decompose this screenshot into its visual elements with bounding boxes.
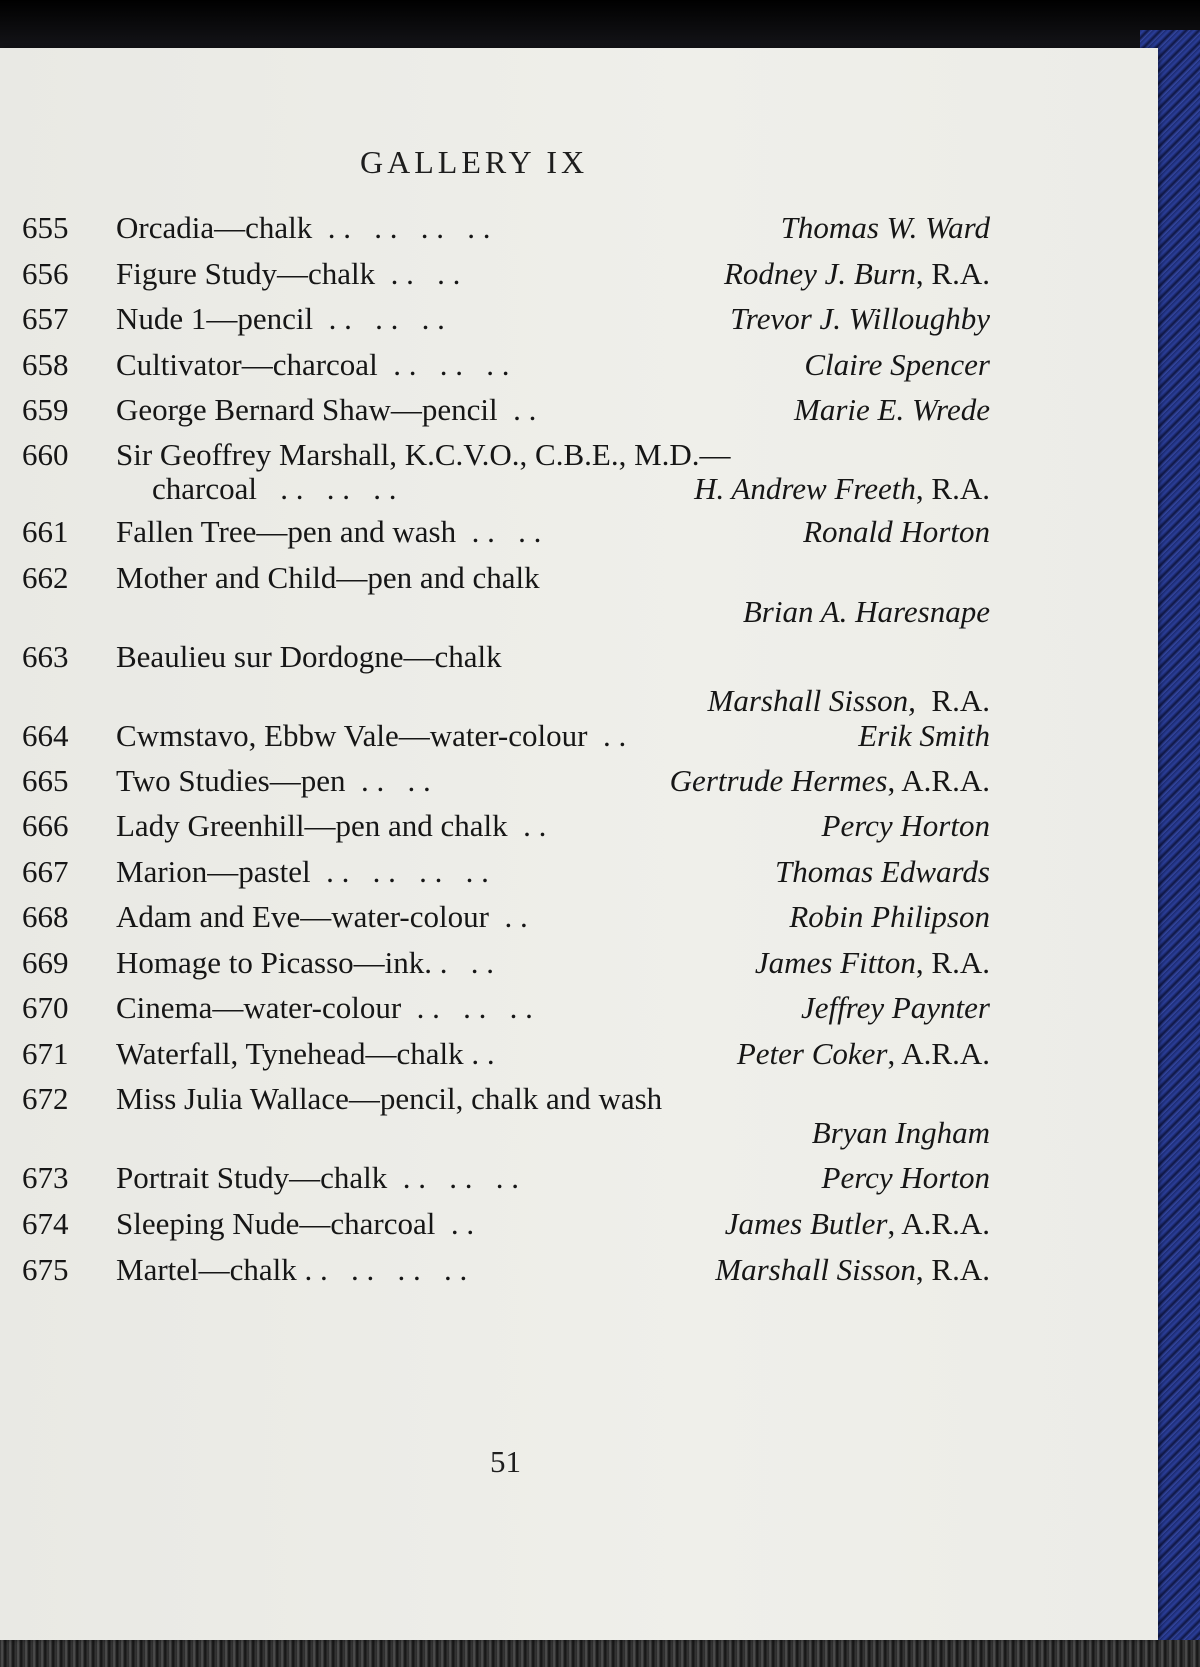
- entry-title: [116, 897, 528, 937]
- artist-rank: , A.R.A.: [887, 1036, 990, 1071]
- leader-dots: . .: [507, 808, 547, 843]
- leader-dots: . . . . . .: [377, 347, 510, 382]
- entry-artist: [804, 345, 990, 385]
- entry-title: [116, 299, 445, 339]
- entry-artist: [730, 299, 990, 339]
- catalogue-entry: [0, 637, 1000, 718]
- artist-name: Bryan Ingham: [811, 1115, 990, 1150]
- artist-name: Percy Horton: [821, 1160, 990, 1195]
- entry-title-text: George Bernard Shaw—pencil: [116, 392, 498, 427]
- entry-number: 669: [22, 945, 69, 980]
- catalogue-page: [0, 48, 1158, 1640]
- artist-rank: , A.R.A.: [887, 763, 990, 798]
- entry-title: [116, 716, 626, 756]
- entry-number: 663: [22, 639, 69, 674]
- leader-dots: . . . .: [345, 763, 431, 798]
- catalogue-entry: [0, 299, 1000, 339]
- entry-number: 670: [22, 990, 69, 1025]
- artist-name: James Fitton: [754, 945, 916, 980]
- entry-number: 656: [22, 256, 69, 291]
- entry-number: 664: [22, 718, 69, 753]
- entry-artist: [794, 390, 990, 430]
- artist-name: Erik Smith: [858, 718, 990, 753]
- entry-artist: [801, 988, 990, 1028]
- entry-title: [116, 943, 494, 983]
- entry-artist: [822, 806, 990, 846]
- catalogue-entry: [0, 208, 1000, 248]
- artist-name: Claire Spencer: [804, 347, 990, 382]
- entry-title: [116, 637, 502, 677]
- entry-title-text: Martel—chalk: [116, 1252, 297, 1287]
- artist-name: Trevor J. Willoughby: [730, 301, 990, 336]
- artist-name: Marie E. Wrede: [794, 392, 990, 427]
- artist-name: James Butler: [724, 1206, 888, 1241]
- entry-artist: [694, 469, 990, 509]
- entry-title-text: Sleeping Nude—charcoal: [116, 1206, 436, 1241]
- entry-number: 675: [22, 1252, 69, 1287]
- entry-title-text: Orcadia—chalk: [116, 210, 313, 245]
- artist-rank: , R.A.: [915, 945, 990, 980]
- entry-title-text: Fallen Tree—pen and wash: [116, 514, 457, 549]
- artist-name: Percy Horton: [821, 808, 990, 843]
- entry-artist: [822, 1158, 990, 1198]
- entry-title: [116, 1204, 474, 1244]
- catalogue-entry: [0, 1158, 1000, 1198]
- gallery-title: GALLERY IX: [360, 144, 589, 180]
- entry-number: 666: [22, 808, 69, 843]
- catalogue-entry: [0, 897, 1000, 937]
- leader-dots: . .: [463, 1036, 495, 1071]
- leader-dots: . .: [587, 718, 627, 753]
- entry-number: 668: [22, 899, 69, 934]
- entry-title-text: Homage to Picasso—ink: [116, 945, 425, 980]
- artist-name: Jeffrey Paynter: [800, 990, 990, 1025]
- entry-number: 657: [22, 301, 69, 336]
- entry-title-text: Lady Greenhill—pen and chalk: [116, 808, 508, 843]
- artist-rank: , R.A.: [915, 256, 990, 291]
- entry-artist: [858, 716, 990, 756]
- artist-name: Rodney J. Burn: [723, 256, 916, 291]
- leader-dots: . . . .: [424, 945, 494, 980]
- entry-title-text: Beaulieu sur Dordogne—chalk: [116, 639, 502, 674]
- entry-artist: [789, 897, 990, 937]
- entry-number: 671: [22, 1036, 69, 1071]
- entry-title: [116, 761, 431, 801]
- artist-name: H. Andrew Freeth: [694, 471, 916, 506]
- artist-rank: , R.A.: [915, 471, 990, 506]
- entry-number: 660: [22, 437, 69, 472]
- catalogue-entry: [0, 1250, 1000, 1290]
- artist-name: Peter Coker: [736, 1036, 888, 1071]
- entry-title-text: Adam and Eve—water-colour: [116, 899, 489, 934]
- catalogue-entry: [0, 806, 1000, 846]
- page-number: 51: [490, 1444, 521, 1479]
- entry-number: 665: [22, 763, 69, 798]
- entry-title: [116, 208, 490, 248]
- entry-title-text: Cinema—water-colour: [116, 990, 402, 1025]
- entry-number: 658: [22, 347, 69, 382]
- entry-title-text: Mother and Child—pen and chalk: [116, 560, 540, 595]
- entry-number: 661: [22, 514, 69, 549]
- entry-artist: [737, 1034, 990, 1074]
- entry-title: [116, 1079, 662, 1119]
- artist-name: Gertrude Hermes: [669, 763, 888, 798]
- entry-artist: [670, 761, 990, 801]
- entry-number: 674: [22, 1206, 69, 1241]
- entry-artist: [755, 943, 990, 983]
- catalogue-entry: [0, 1204, 1000, 1244]
- artist-name: Robin Philipson: [789, 899, 990, 934]
- entry-title-text: Cwmstavo, Ebbw Vale—water-colour: [116, 718, 588, 753]
- entry-title: [116, 512, 541, 552]
- entry-artist: [725, 1204, 990, 1244]
- entry-title: [116, 345, 509, 385]
- entry-artist: [812, 1113, 990, 1153]
- entry-title: [116, 558, 540, 598]
- artist-name: Marshall Sisson: [715, 1252, 916, 1287]
- catalogue-entry: [0, 435, 1000, 506]
- entry-number: 655: [22, 210, 69, 245]
- leader-dots: . .: [435, 1206, 475, 1241]
- artist-rank: R.A.: [915, 683, 990, 718]
- artist-name: Ronald Horton: [803, 514, 990, 549]
- entry-title-text: Miss Julia Wallace—pencil, chalk and wash: [116, 1081, 663, 1116]
- leader-dots: . . . . . .: [387, 1160, 519, 1195]
- artist-name: Thomas Edwards: [774, 854, 990, 889]
- bottom-background: [0, 1640, 1200, 1667]
- entry-title-text: Two Studies—pen: [116, 763, 346, 798]
- entry-title: [116, 254, 460, 294]
- leader-dots: . .: [497, 392, 537, 427]
- leader-dots: . . . . . . . .: [310, 854, 489, 889]
- leader-dots: . . . .: [456, 514, 542, 549]
- entry-artist: [715, 1250, 990, 1290]
- entry-number: 667: [22, 854, 69, 889]
- entry-title: [116, 1034, 495, 1074]
- entry-title: [116, 852, 489, 892]
- entry-title-text: Cultivator—charcoal: [116, 347, 378, 382]
- entry-title-text: Portrait Study—chalk: [116, 1160, 388, 1195]
- entry-title: [116, 1250, 467, 1290]
- entry-artist: [775, 852, 990, 892]
- catalogue-entry: [0, 852, 1000, 892]
- artist-name: Marshall Sisson,: [707, 683, 916, 718]
- leader-dots: . . . . . .: [313, 301, 445, 336]
- catalogue-entry: [0, 558, 1000, 629]
- leader-dots: . . . . . . . .: [312, 210, 491, 245]
- entry-artist: [743, 592, 990, 632]
- entry-title-text: Waterfall, Tynehead—chalk: [116, 1036, 464, 1071]
- artist-rank: , A.R.A.: [887, 1206, 990, 1241]
- entry-title-text: Sir Geoffrey Marshall, K.C.V.O., C.B.E., M.D.—: [116, 437, 731, 472]
- entry-title: [116, 390, 536, 430]
- catalogue-entry: [0, 716, 1000, 756]
- entry-title: [116, 1158, 519, 1198]
- entry-artist: [708, 681, 991, 721]
- entry-number: 662: [22, 560, 69, 595]
- artist-rank: , R.A.: [915, 1252, 990, 1287]
- catalogue-entry: [0, 345, 1000, 385]
- leader-dots: . . . . . .: [401, 990, 533, 1025]
- catalogue-entry: [0, 254, 1000, 294]
- top-background: [0, 0, 1200, 48]
- artist-name: Thomas W. Ward: [780, 210, 990, 245]
- entry-number: 672: [22, 1081, 69, 1116]
- entry-title-text: Marion—pastel: [116, 854, 311, 889]
- entry-title: [116, 988, 533, 1028]
- entry-number: 659: [22, 392, 69, 427]
- catalogue-entry: [0, 988, 1000, 1028]
- catalogue-entry: [0, 1034, 1000, 1074]
- entry-title-text: Figure Study—chalk: [116, 256, 376, 291]
- leader-dots: . . . .: [375, 256, 461, 291]
- catalogue-entry: [0, 390, 1000, 430]
- entry-title: [116, 806, 546, 846]
- leader-dots: . . . . . . . .: [296, 1252, 468, 1287]
- entry-title-text: Nude 1—pencil: [116, 301, 314, 336]
- entry-artist: [803, 512, 990, 552]
- entry-title-continuation: charcoal . . . . . .: [152, 471, 397, 506]
- entry-artist: [781, 208, 990, 248]
- leader-dots: . .: [488, 899, 528, 934]
- entry-number: 673: [22, 1160, 69, 1195]
- catalogue-entry: [0, 943, 1000, 983]
- artist-name: Brian A. Haresnape: [742, 594, 990, 629]
- entry-artist: [724, 254, 990, 294]
- catalogue-entry: [0, 1079, 1000, 1150]
- catalogue-entry: [0, 761, 1000, 801]
- catalogue-entry: [0, 512, 1000, 552]
